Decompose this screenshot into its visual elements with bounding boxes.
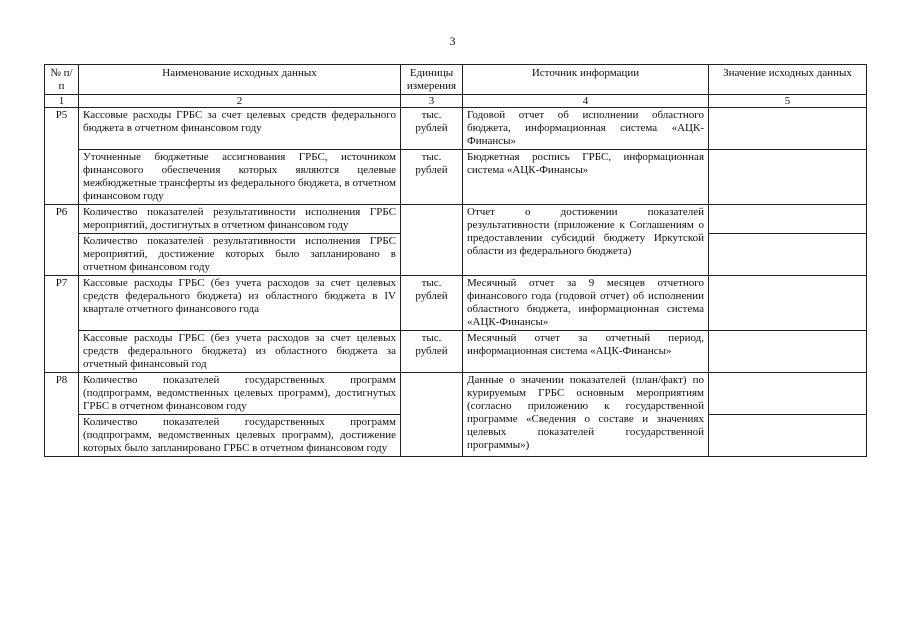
table-header-row: [45, 65, 867, 95]
unit-cell: тыс. рублей: [401, 276, 463, 331]
unit-cell: тыс. рублей: [401, 108, 463, 150]
page-number: 3: [449, 34, 456, 48]
table-row: [45, 276, 867, 331]
data-name-cell: Количество показателей результативности исполнения ГРБС мероприятий, достигнутых в отчетном финансовом году: [79, 205, 401, 234]
data-name-cell: Количество показателей государственных программ (подпрограмм, ведомственных целевых программ), достижение которых было запланировано ГРБС в отчетном финансовом году: [79, 415, 401, 457]
value-cell: [709, 150, 867, 205]
source-data-table: [44, 64, 867, 457]
row-number: Р7: [45, 276, 79, 373]
header-num: № п/п: [45, 65, 79, 95]
table-row: [45, 331, 867, 373]
row-number: Р6: [45, 205, 79, 276]
value-cell: [709, 331, 867, 373]
source-cell: Годовой отчет об исполнении областного бюджета, информационная система «АЦК-Финансы»: [463, 108, 709, 150]
value-cell: [709, 373, 867, 415]
header-name: Наименование исходных данных: [79, 65, 401, 95]
value-cell: [709, 276, 867, 331]
unit-cell: тыс. рублей: [401, 331, 463, 373]
data-name-cell: Количество показателей государственных программ (подпрограмм, ведомственных целевых программ), достигнутых ГРБС в отчетном финансовом году: [79, 373, 401, 415]
header-units: Единицы измерения: [401, 65, 463, 95]
index-cell: 3: [401, 95, 463, 108]
source-cell: Отчет о достижении показателей результативности (приложение к Соглашениям о предоставлении субсидий бюджету Иркутской области из федерального бюджета): [463, 205, 709, 276]
row-number: Р8: [45, 373, 79, 457]
index-cell: 4: [463, 95, 709, 108]
index-cell: 1: [45, 95, 79, 108]
data-name-cell: Уточненные бюджетные ассигнования ГРБС, источником финансового обеспечения которых являются целевые межбюджетные трансферты из федерального бюджета, в отчетном финансовом году: [79, 150, 401, 205]
unit-cell: [401, 205, 463, 276]
index-cell: 2: [79, 95, 401, 108]
value-cell: [709, 205, 867, 234]
value-cell: [709, 108, 867, 150]
table-row: [45, 205, 867, 234]
source-cell: Данные о значении показателей (план/факт) по курируемым ГРБС основным мероприятиям (согласно приложению к государственной программе «Сведения о составе и значениях целевых показателей государственной программы»): [463, 373, 709, 457]
data-name-cell: Количество показателей результативности исполнения ГРБС мероприятий, достижение которых было запланировано в отчетном финансовом году: [79, 234, 401, 276]
source-cell: Месячный отчет за отчетный период, информационная система «АЦК-Финансы»: [463, 331, 709, 373]
table-row: [45, 150, 867, 205]
value-cell: [709, 415, 867, 457]
row-number: Р5: [45, 108, 79, 205]
table-row: [45, 373, 867, 415]
source-cell: Бюджетная роспись ГРБС, информационная система «АЦК-Финансы»: [463, 150, 709, 205]
table-row: [45, 108, 867, 150]
data-name-cell: Кассовые расходы ГРБС за счет целевых средств федерального бюджета в отчетном финансовом году: [79, 108, 401, 150]
unit-cell: [401, 373, 463, 457]
index-cell: 5: [709, 95, 867, 108]
header-source: Источник информации: [463, 65, 709, 95]
unit-cell: тыс. рублей: [401, 150, 463, 205]
source-cell: Месячный отчет за 9 месяцев отчетного финансового года (годовой отчет) об исполнении областного бюджета, информационная система «АЦК-Финансы»: [463, 276, 709, 331]
value-cell: [709, 234, 867, 276]
column-index-row: [45, 95, 867, 108]
data-name-cell: Кассовые расходы ГРБС (без учета расходов за счет целевых средств федерального бюджета) из областного бюджета в IV квартале отчетного финансового года: [79, 276, 401, 331]
header-value: Значение исходных данных: [709, 65, 867, 95]
data-name-cell: Кассовые расходы ГРБС (без учета расходов за счет целевых средств федерального бюджета) из областного бюджета за отчетный финансовый год: [79, 331, 401, 373]
